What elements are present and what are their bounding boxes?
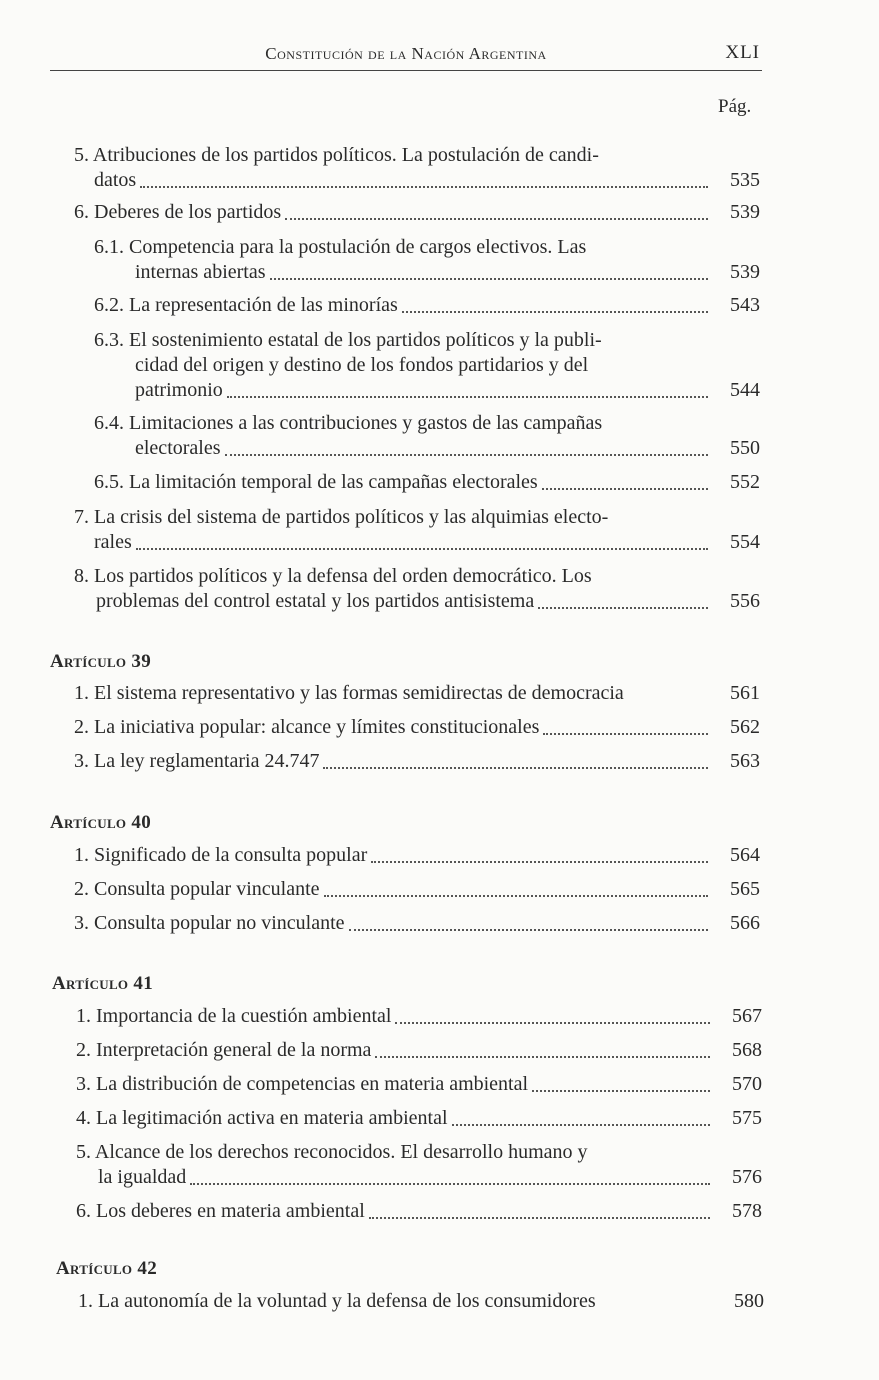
toc-entry [76,1140,762,1190]
toc-entry [94,470,760,495]
running-title: Constitución de la Nación Argentina [265,44,547,63]
entry-title: Alcance de los derechos reconocidos. El desarrollo humano y [94,1141,588,1163]
dot-leader [538,606,708,609]
dot-leader [452,1123,710,1126]
entry-number: 8. [74,565,89,587]
toc-entry [94,411,760,461]
entry-title-continued: internas abiertas [135,261,266,283]
entry-number: 1. [74,682,89,704]
entry-title: Consulta popular vinculante [94,878,320,900]
toc-entry [74,200,760,225]
toc-entry [78,1289,764,1314]
entry-title: Consulta popular no vinculante [94,912,345,934]
page-number: 564 [730,844,760,866]
entry-title: El sistema representativo y las formas semidirectas de democracia [94,682,624,704]
entry-number: 3. [74,912,89,934]
entry-number: 6.1. [94,236,124,258]
entry-title: La ley reglamentaria 24.747 [94,750,320,772]
entry-number: 6.5. [94,471,124,493]
page-number: 535 [730,169,760,191]
entry-title: El sostenimiento estatal de los partidos políticos y la publi- [129,329,602,351]
page-number: 567 [732,1005,762,1027]
entry-title: La legitimación activa en materia ambiental [96,1107,448,1129]
toc-entry [94,235,760,285]
entry-number: 5. [76,1141,91,1163]
entry-number: 4. [76,1107,91,1129]
entry-title: La representación de las minorías [129,294,398,316]
toc-entry [74,715,760,740]
page-number: 539 [730,201,760,223]
entry-number: 6. [76,1200,91,1222]
entry-number: 3. [74,750,89,772]
entry-title: Atribuciones de los partidos políticos. La postulación de candi- [92,144,599,166]
page-number: 565 [730,878,760,900]
entry-number: 5. [74,144,89,166]
toc-entry [74,749,760,774]
entry-title: Deberes de los partidos [94,201,282,223]
dot-leader [375,1055,710,1058]
page-folio: XLI [725,42,760,63]
toc-entry [76,1106,762,1131]
entry-number: 7. [74,506,89,528]
page-number: 539 [730,261,760,283]
dot-leader [225,453,709,456]
entry-title: La iniciativa popular: alcance y límites constitucionales [94,716,540,738]
page-number: 543 [730,294,760,316]
toc-entry [74,505,760,555]
dot-leader [402,310,708,313]
page-number: 554 [730,531,760,553]
entry-title-continued: electorales [135,437,221,459]
entry-number: 6.3. [94,329,124,351]
toc-entry [74,143,760,193]
entry-number: 1. [76,1005,91,1027]
entry-title: La crisis del sistema de partidos políticos y las alquimias electo- [94,506,609,528]
entry-number: 2. [76,1039,91,1061]
toc-entry [76,1004,762,1029]
toc-entry [74,681,760,706]
entry-title-continued: datos [94,169,137,191]
entry-number: 1. [74,844,89,866]
dot-leader [349,928,708,931]
page-column-heading: Pág. [718,96,752,117]
entry-title: Significado de la consulta popular [94,844,368,866]
dot-leader [190,1182,710,1185]
page-number: 576 [732,1166,762,1188]
article-heading: Artículo 40 [50,812,151,833]
entry-number: 6.2. [94,294,124,316]
toc-entry [76,1038,762,1063]
entry-number: 1. [78,1290,93,1312]
toc-entry [74,911,760,936]
page-number: 580 [734,1290,764,1312]
entry-number: 2. [74,716,89,738]
page-number: 561 [730,682,760,704]
dot-leader [270,277,709,280]
dot-leader [542,487,708,490]
entry-number: 2. [74,878,89,900]
page-number: 575 [732,1107,762,1129]
page-number: 562 [730,716,760,738]
dot-leader [285,217,708,220]
entry-number: 6. [74,201,89,223]
entry-title: Competencia para la postulación de cargos electivos. Las [129,236,587,258]
entry-title: Importancia de la cuestión ambiental [96,1005,392,1027]
running-header [50,40,762,71]
entry-title-continued: problemas del control estatal y los partidos antisistema [96,590,535,612]
page-number: 578 [732,1200,762,1222]
page-number: 556 [730,590,760,612]
entry-title: Los partidos políticos y la defensa del orden democrático. Los [94,565,592,587]
entry-title-continued: rales [94,531,132,553]
dot-leader [227,395,708,398]
toc-entry [94,293,760,318]
dot-leader [136,547,708,550]
entry-number: 3. [76,1073,91,1095]
dot-leader [543,732,708,735]
entry-title: La limitación temporal de las campañas electorales [129,471,538,493]
page-number: 544 [730,379,760,401]
toc-entry [76,1072,762,1097]
page-number: 550 [730,437,760,459]
toc-entry [74,843,760,868]
page-number: 568 [732,1039,762,1061]
toc-entry [74,564,760,614]
toc-entry [74,877,760,902]
entry-title: Interpretación general de la norma [96,1039,372,1061]
entry-title: Limitaciones a las contribuciones y gastos de las campañas [129,412,603,434]
dot-leader [324,894,708,897]
dot-leader [532,1089,710,1092]
article-heading: Artículo 41 [52,973,153,994]
article-heading: Artículo 39 [50,651,151,672]
page-number: 552 [730,471,760,493]
entry-number: 6.4. [94,412,124,434]
entry-title-continued: cidad del origen y destino de los fondos partidarios y del [135,354,589,376]
entry-title-continued: la igualdad [98,1166,187,1188]
article-heading: Artículo 42 [56,1258,157,1279]
entry-title: La autonomía de la voluntad y la defensa de los consumidores [98,1290,596,1312]
entry-title-continued: patrimonio [135,379,223,401]
dot-leader [369,1216,710,1219]
toc-entry [94,328,760,403]
page-number: 563 [730,750,760,772]
entry-title: La distribución de competencias en materia ambiental [96,1073,529,1095]
dot-leader [140,185,708,188]
toc-entry [76,1199,762,1224]
page-number: 570 [732,1073,762,1095]
entry-title: Los deberes en materia ambiental [96,1200,365,1222]
dot-leader [371,860,708,863]
dot-leader [323,766,708,769]
page-number: 566 [730,912,760,934]
dot-leader [395,1021,710,1024]
